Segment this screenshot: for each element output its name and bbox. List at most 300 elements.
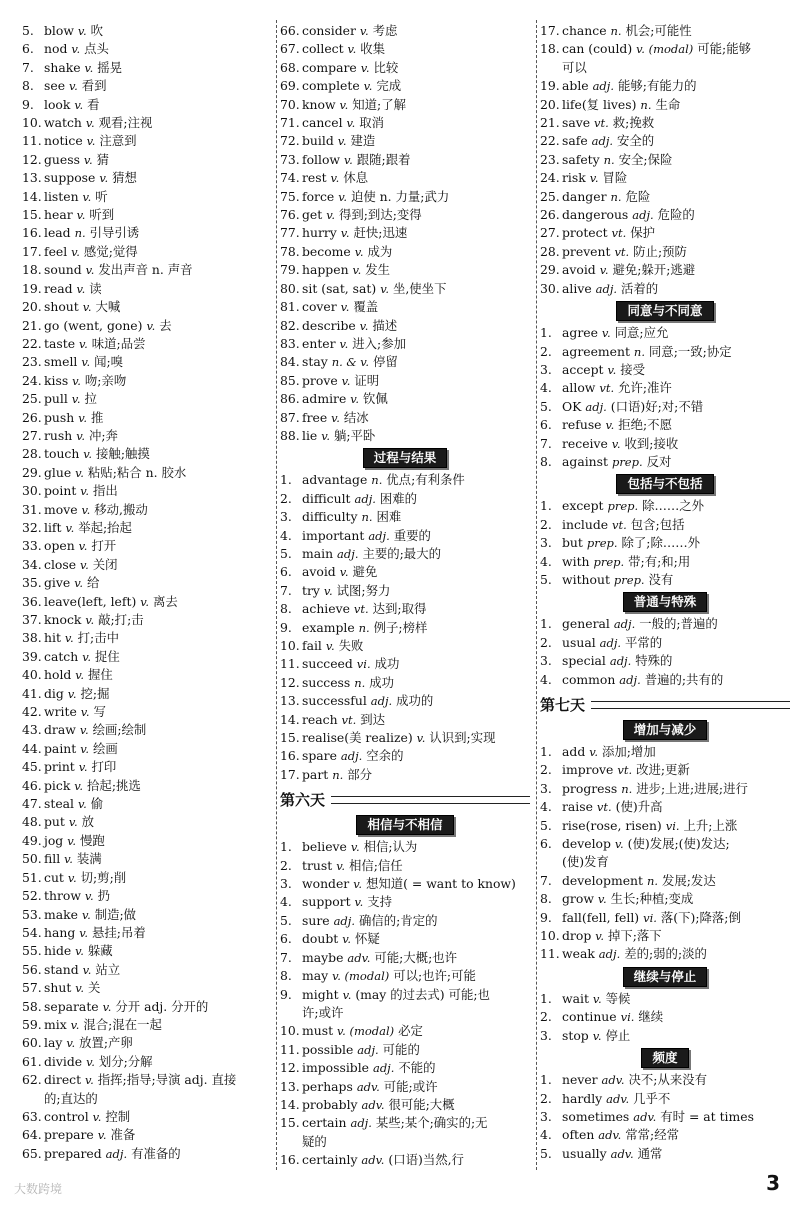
entry-meaning: 想知道( = want to know) (365, 876, 516, 892)
vocab-entry (280, 224, 530, 242)
vocab-entry (280, 838, 530, 856)
entry-part-of-speech: prep. (607, 499, 639, 514)
entry-number: 21. (540, 115, 560, 131)
entry-meaning: 几乎不 (633, 1090, 671, 1106)
entry-word: grow (562, 891, 594, 907)
entry-word: read (44, 280, 73, 296)
entry-meaning: 拒绝;不愿 (618, 417, 672, 433)
vocab-entry (280, 114, 530, 132)
vocab-entry (540, 890, 790, 908)
entry-part-of-speech: v. (599, 263, 609, 278)
entry-number: 3. (540, 1027, 552, 1043)
entry-meaning: 休息 (343, 170, 369, 186)
entry-meaning: 机会;可能性 (625, 23, 692, 38)
entry-meaning: 听到 (89, 207, 115, 223)
entry-meaning: 躲藏 (87, 943, 113, 959)
entry-number: 6. (280, 931, 292, 947)
entry-part-of-speech: vt. (353, 602, 369, 617)
entry-part-of-speech: vi. (643, 910, 657, 925)
entry-part-of-speech: adv. (601, 1073, 625, 1088)
entry-part-of-speech: v. (601, 326, 611, 341)
vocab-entry (540, 634, 790, 652)
entry-meaning: 举起;抬起 (78, 519, 132, 535)
entry-word: lift (44, 519, 62, 535)
vocab-entry (22, 114, 270, 132)
entry-meaning: 成功的 (396, 693, 434, 709)
entry-word: include (562, 516, 609, 532)
entry-part-of-speech: v. (79, 336, 88, 351)
entry-word: hurry (302, 225, 337, 241)
entry-part-of-speech: v. (330, 171, 340, 186)
vocab-entry (22, 629, 270, 647)
entry-part-of-speech: v. (68, 815, 78, 830)
entry-meaning: 没有 (648, 571, 674, 587)
entry-part-of-speech: v. (363, 79, 373, 94)
entry-part-of-speech: n. (610, 189, 622, 204)
entry-number: 3. (540, 535, 552, 551)
entry-number: 4. (540, 1127, 552, 1143)
entry-part-of-speech: v. (360, 60, 370, 75)
entry-word: paint (44, 740, 77, 756)
entry-word: wait (562, 990, 589, 1006)
entry-number: 11. (280, 656, 300, 672)
entry-word: look (44, 96, 71, 112)
vocab-entry (540, 909, 790, 927)
entry-meaning: 打;击中 (77, 630, 119, 646)
entry-word: pull (44, 391, 68, 407)
entry-part-of-speech: v. (350, 840, 360, 855)
entry-word: accept (562, 361, 604, 377)
vocab-entry (280, 600, 530, 618)
entry-part-of-speech: v. (76, 428, 85, 443)
entry-meaning: 粘贴;粘合 n. 胶水 (87, 464, 187, 480)
entry-number: 41. (22, 685, 42, 701)
entry-word: prevent (562, 243, 611, 259)
entry-meaning: 很可能;大概 (388, 1096, 455, 1112)
entry-part-of-speech: n. (610, 24, 622, 38)
entry-number: 68. (280, 59, 300, 75)
entry-meaning: 成功 (369, 674, 395, 690)
section-heading-label: 增加与减少 (623, 720, 708, 740)
entry-word: hardly (562, 1090, 603, 1106)
entry-number: 8. (280, 601, 292, 617)
entry-word: taste (44, 335, 76, 351)
entry-part-of-speech: n. (332, 767, 344, 782)
entry-meaning: 除了;除……外 (621, 535, 701, 551)
vocab-entry (280, 151, 530, 169)
entry-meaning: 推 (90, 409, 104, 425)
vocab-entry (540, 379, 790, 397)
vocab-entry (540, 990, 790, 1008)
entry-meaning: 添加;增加 (601, 744, 656, 759)
entry-word: chance (562, 23, 607, 38)
entry-part-of-speech: adv. (347, 950, 371, 965)
entry-number: 88. (280, 427, 300, 443)
entry-word: put (44, 814, 65, 830)
entry-meaning: 安全的 (617, 133, 655, 149)
entry-meaning: 收集 (360, 41, 386, 57)
entry-part-of-speech: v. (592, 991, 602, 1006)
section-heading-label: 频度 (641, 1048, 688, 1068)
entry-word: divide (44, 1053, 83, 1069)
entry-meaning: 有准备的 (131, 1145, 181, 1161)
entry-number: 18. (540, 41, 560, 57)
entry-number: 2. (540, 1090, 552, 1106)
entry-meaning: 到达 (360, 711, 386, 727)
entry-meaning: 切;剪;削 (80, 869, 127, 885)
entry-word: general (562, 616, 610, 632)
entry-part-of-speech: adv. (361, 1153, 385, 1168)
entry-number: 54. (22, 924, 42, 940)
entry-number: 69. (280, 78, 300, 94)
entry-number: 17. (22, 243, 42, 259)
entry-number: 25. (540, 188, 560, 204)
entry-number: 23. (540, 151, 560, 167)
vocab-entry (540, 1027, 790, 1045)
entry-number: 13. (280, 693, 300, 709)
entry-meaning: 同意;一致;协定 (648, 343, 732, 359)
entry-part-of-speech: v. (86, 1054, 95, 1069)
vocab-entry (22, 556, 270, 574)
section-heading-label: 继续与停止 (623, 967, 708, 987)
entry-word: shout (44, 299, 79, 315)
entry-meaning: 主要的;最大的 (362, 545, 441, 561)
vocab-entry (540, 114, 790, 132)
entry-word: dig (44, 685, 64, 701)
entry-part-of-speech: v. (84, 889, 94, 904)
vocab-entry (540, 798, 790, 816)
entry-number: 9. (280, 986, 292, 1002)
entry-part-of-speech: adv. (361, 1097, 385, 1112)
entry-word: drop (562, 928, 592, 944)
entry-part-of-speech: v. (326, 208, 335, 223)
entry-number: 14. (280, 1096, 300, 1112)
entry-word: notice (44, 133, 83, 149)
entry-part-of-speech: prep. (586, 536, 618, 551)
entry-meaning: 大喊 (95, 299, 121, 315)
entry-number: 3. (540, 653, 552, 669)
entry-number: 61. (22, 1053, 42, 1069)
vocab-entry (540, 1126, 790, 1144)
entry-word: OK (562, 398, 582, 414)
entry-word: possible (302, 1041, 354, 1057)
entry-number: 10. (280, 638, 300, 653)
entry-meaning: 困难 (376, 509, 402, 525)
entry-meaning: 挖;掘 (80, 685, 110, 701)
entry-word: weak (562, 946, 595, 962)
entry-number: 18. (22, 262, 42, 278)
entry-word: rest (302, 170, 327, 186)
entry-word: support (302, 894, 351, 910)
entry-part-of-speech: adj. (368, 528, 390, 543)
entry-number: 14. (22, 188, 42, 204)
entry-word: rush (44, 427, 73, 443)
entry-number: 35. (22, 575, 42, 591)
entry-meaning: 可能的 (382, 1041, 420, 1057)
entry-part-of-speech: v. (346, 116, 356, 131)
entry-meaning: 支持 (367, 894, 393, 910)
vocab-entry (280, 1041, 530, 1059)
entry-number: 33. (22, 538, 42, 554)
entry-number: 48. (22, 814, 42, 830)
entry-part-of-speech: v. (82, 300, 92, 315)
vocab-entry (280, 243, 530, 261)
entry-part-of-speech: v. (83, 152, 93, 167)
vocab-entry (280, 96, 530, 114)
entry-word: common (562, 671, 616, 687)
vocab-entry (540, 780, 790, 798)
entry-meaning: 允许;准许 (618, 380, 672, 396)
vocab-entry (280, 729, 530, 747)
entry-meaning: 活着的 (621, 280, 659, 296)
entry-part-of-speech: v. (336, 858, 345, 873)
entry-meaning: 捉住 (94, 648, 120, 664)
entry-part-of-speech: v. (68, 79, 78, 94)
entry-meaning: 上升;上涨 (683, 817, 738, 833)
entry-word: save (562, 115, 591, 131)
watermark: 大数跨境 (14, 1182, 63, 1196)
entry-part-of-speech: v. (607, 362, 617, 377)
entry-part-of-speech: adj. (350, 1116, 372, 1131)
entry-meaning: 感觉;觉得 (83, 243, 138, 259)
vocab-column-1 (22, 22, 270, 1163)
entry-number: 42. (22, 704, 42, 720)
entry-number: 15. (280, 1115, 300, 1131)
entry-part-of-speech: v. (352, 263, 362, 278)
vocab-entry (540, 416, 790, 434)
entry-part-of-speech: n. (358, 620, 370, 635)
vocab-entry (280, 22, 530, 40)
vocab-entry (22, 445, 270, 463)
section-heading (280, 814, 530, 836)
entry-number: 76. (280, 207, 300, 223)
entry-number: 81. (280, 299, 300, 315)
entry-part-of-speech: v. (71, 392, 81, 407)
entry-part-of-speech: v. (339, 336, 349, 351)
entry-number: 47. (22, 796, 42, 812)
vocab-entry (22, 611, 270, 629)
entry-word: difficulty (302, 509, 358, 525)
entry-word: direct (44, 1072, 82, 1088)
entry-word: prove (302, 372, 338, 388)
day-heading-label: 第六天 (280, 791, 326, 810)
entry-part-of-speech: v. (86, 134, 96, 149)
entry-word: push (44, 409, 75, 425)
entry-number: 5. (280, 912, 292, 928)
vocab-entry (540, 534, 790, 552)
vocab-entry (280, 1151, 530, 1169)
entry-meaning: 改进;更新 (636, 762, 690, 778)
entry-meaning: 去 (159, 317, 172, 333)
entry-word: development (562, 872, 643, 888)
vocab-entry (22, 298, 270, 316)
entry-meaning: 制造;做 (94, 906, 137, 922)
entry-part-of-speech: adj. (337, 546, 359, 561)
entry-part-of-speech: v. (77, 797, 87, 812)
entry-word: example (302, 619, 355, 635)
entry-part-of-speech: adj. (619, 672, 641, 687)
entry-part-of-speech: adv. (606, 1091, 630, 1106)
entry-word: allow (562, 380, 596, 396)
section-heading (540, 966, 790, 988)
day-heading (540, 693, 790, 717)
section-heading-label: 相信与不相信 (356, 815, 453, 835)
entry-meaning: 站立 (95, 961, 121, 977)
entry-word: write (44, 704, 77, 720)
entry-number: 15. (280, 730, 300, 746)
entry-number: 1. (540, 616, 552, 632)
entry-part-of-speech: v. (85, 613, 95, 627)
vocab-entry (540, 206, 790, 224)
entry-meaning: 除……之外 (642, 498, 705, 514)
section-heading (540, 473, 790, 495)
entry-part-of-speech: v. (341, 373, 351, 388)
entry-meaning: 掉下;落下 (607, 928, 662, 944)
vocab-entry (22, 961, 270, 979)
entry-meaning: 控制 (105, 1108, 131, 1124)
entry-part-of-speech: v. (416, 731, 426, 746)
entry-meaning: 继续 (638, 1009, 664, 1025)
entry-word: agree (562, 325, 598, 341)
entry-part-of-speech: vt. (599, 381, 615, 396)
entry-number: 13. (22, 170, 42, 186)
entry-word: cover (302, 299, 337, 315)
entry-word: important (302, 527, 365, 543)
entry-part-of-speech: v. (589, 171, 599, 186)
vocab-entry (280, 930, 530, 948)
entry-meaning: 同意;应允 (614, 325, 669, 341)
entry-number: 1. (540, 990, 552, 1006)
vocab-entry (280, 335, 530, 353)
entry-word: cut (44, 869, 64, 885)
entry-part-of-speech: adj. (333, 913, 356, 928)
entry-meaning: 困难的 (379, 490, 418, 506)
entry-meaning: 避免 (352, 564, 378, 580)
entry-part-of-speech: n. (621, 781, 633, 796)
entry-number: 85. (280, 372, 300, 388)
entry-word: try (302, 582, 320, 598)
entry-meaning: 不能的 (398, 1060, 436, 1076)
vocab-entry (22, 464, 270, 482)
entry-meaning: 必定 (398, 1023, 423, 1039)
entry-word: usual (562, 634, 596, 650)
entry-meaning: 冲;奔 (88, 427, 118, 443)
entry-word: certain (302, 1115, 347, 1131)
entry-meaning: 发出声音 n. 声音 (98, 262, 193, 278)
vocab-entry (22, 482, 270, 500)
vocab-entry (22, 666, 270, 684)
vocab-entry (22, 979, 270, 997)
entry-part-of-speech: prep. (611, 454, 643, 469)
entry-number: 65. (22, 1145, 42, 1161)
entry-number: 6. (280, 564, 292, 580)
entry-part-of-speech: v. (597, 892, 607, 907)
vocab-entry (280, 508, 530, 526)
vocab-entry (280, 912, 530, 930)
entry-word: safe (562, 133, 588, 149)
entry-word: refuse (562, 417, 602, 433)
entry-meaning: 敲;打;击 (98, 612, 144, 627)
vocab-entry (280, 280, 530, 298)
vocab-entry (22, 188, 270, 206)
entry-part-of-speech: v. (70, 1017, 80, 1032)
entry-word: except (562, 498, 604, 514)
entry-word: improve (562, 762, 614, 778)
entry-word: achieve (302, 601, 350, 617)
entry-word: continue (562, 1009, 617, 1025)
entry-number: 8. (540, 891, 552, 907)
entry-number: 9. (22, 96, 34, 112)
entry-number: 2. (280, 490, 292, 506)
vocab-entry (540, 615, 790, 633)
entry-word: draw (44, 722, 76, 738)
entry-part-of-speech: adj. (599, 635, 622, 650)
section-heading (280, 447, 530, 469)
entry-part-of-speech: v. (67, 686, 77, 701)
entry-number: 2. (540, 1009, 552, 1025)
entry-meaning: 停止 (605, 1027, 631, 1043)
entry-number: 2. (540, 343, 552, 359)
entry-meaning: 看 (87, 96, 100, 112)
entry-number: 30. (22, 483, 42, 499)
entry-part-of-speech: prep. (613, 572, 645, 587)
entry-meaning: 可以;也许;可能 (393, 968, 476, 984)
entry-word: spare (302, 748, 337, 764)
entry-part-of-speech: adj. (592, 79, 615, 94)
entry-word: fall(fell, fell) (562, 909, 640, 925)
vocab-entry (280, 875, 530, 893)
vocab-entry (22, 703, 270, 721)
entry-part-of-speech: v. (81, 907, 91, 922)
vocab-entry (22, 59, 270, 77)
entry-number: 39. (22, 648, 42, 664)
entry-part-of-speech: v. (75, 944, 84, 959)
entry-number: 2. (540, 516, 552, 532)
entry-word: nod (44, 41, 68, 57)
vocab-entry (540, 1145, 790, 1163)
section-heading (540, 1047, 790, 1069)
entry-number: 20. (540, 96, 560, 112)
entry-part-of-speech: n. (646, 873, 659, 888)
vocab-entry (540, 280, 790, 298)
entry-meaning: 差的;弱的;淡的 (624, 946, 707, 962)
entry-number: 14. (280, 711, 300, 727)
entry-meaning: 偷 (90, 796, 104, 812)
entry-meaning: 落(下);降落;倒 (660, 909, 741, 925)
entry-part-of-speech: n. (74, 226, 86, 241)
entry-number: 26. (540, 207, 560, 223)
entry-number: 7. (280, 582, 292, 598)
entry-part-of-speech: v. (102, 999, 112, 1014)
entry-meaning: 取消 (359, 115, 385, 131)
entry-number: 17. (540, 23, 560, 38)
entry-word: safety (562, 151, 600, 167)
entry-part-of-speech: vi. (356, 657, 371, 672)
entry-meaning: 扔 (97, 888, 111, 904)
entry-part-of-speech: adj. (595, 281, 618, 296)
entry-meaning: 离去 (153, 593, 178, 609)
entry-meaning: 进入;参加 (352, 335, 407, 351)
entry-number: 21. (22, 317, 42, 333)
entry-meaning: 观看;注视 (98, 115, 153, 131)
vocab-entry (22, 740, 270, 758)
entry-part-of-speech: adv. (356, 1079, 380, 1094)
entry-word: part (302, 766, 329, 782)
vocab-entry (280, 986, 530, 1023)
entry-meaning: 相信;认为 (363, 839, 418, 855)
entry-word: hold (44, 667, 72, 683)
entry-number: 3. (540, 780, 552, 796)
